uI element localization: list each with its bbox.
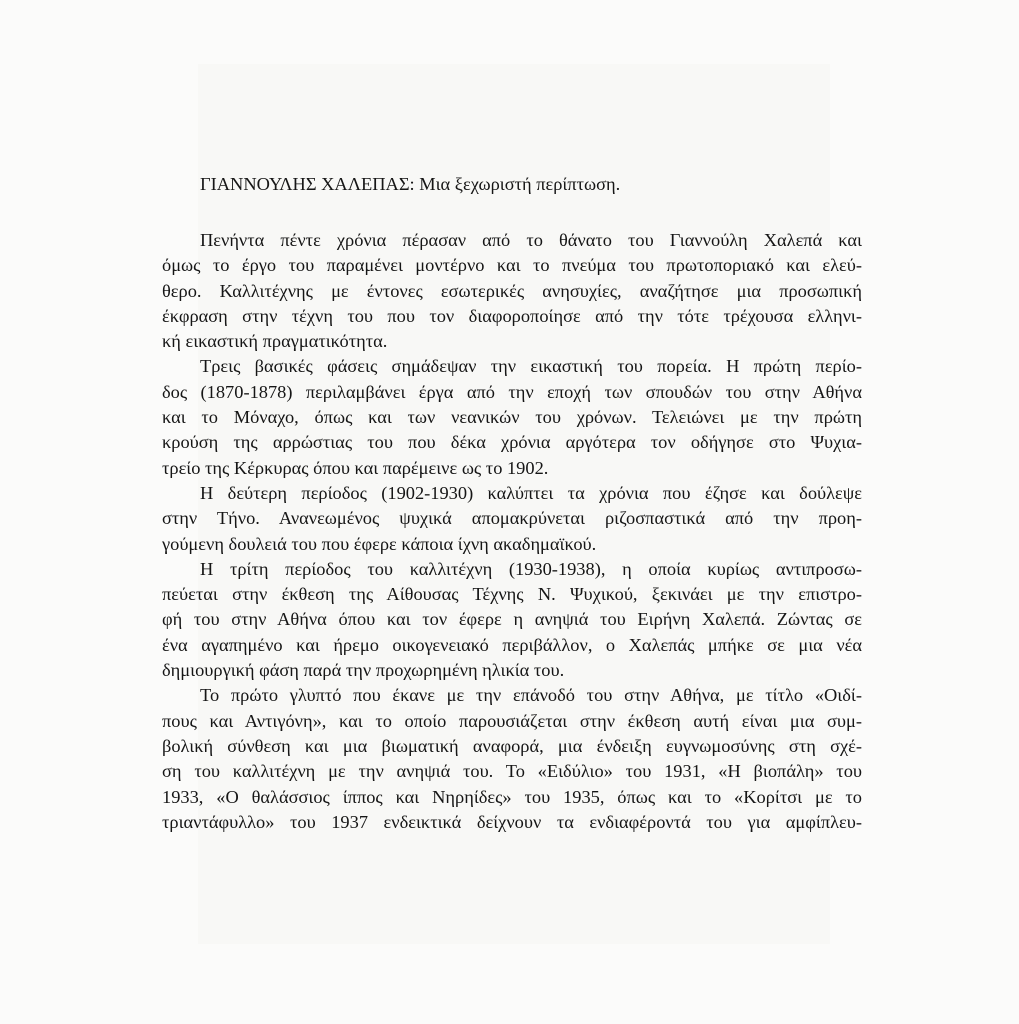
body-text bbox=[162, 228, 862, 835]
text-line: ση του καλλιτέχνη με την ανηψιά του. Το «Ειδύλιο» του 1931, «Η βιοπάλη» του bbox=[162, 761, 862, 782]
text-line: ένα αγαπημένο και ήρεμο οικογενειακό περιβάλλον, ο Χαλεπάς μπήκε σε μια νέα bbox=[162, 634, 862, 655]
text-line: Το πρώτο γλυπτό που έκανε με την επάνοδό του στην Αθήνα, με τίτλο «Οιδί- bbox=[200, 685, 862, 706]
text-line: δος (1870-1878) περιλαμβάνει έργα από την εποχή των σπουδών του στην Αθήνα bbox=[162, 381, 862, 402]
text-line: γούμενη δουλειά του που έφερε κάποια ίχνη ακαδημαϊκού. bbox=[162, 533, 597, 554]
text-line: τριαντάφυλλο» του 1937 ενδεικτικά δείχνουν τα ενδιαφέροντά του για αμφίπλευ- bbox=[162, 811, 862, 832]
text-line: βολική σύνθεση και μια βιωματική αναφορά, μια ένδειξη ευγνωμοσύνης στη σχέ- bbox=[162, 735, 862, 756]
text-line: Η τρίτη περίοδος του καλλιτέχνη (1930-1938), η οποία κυρίως αντιπροσω- bbox=[200, 558, 862, 579]
document-title: ΓΙΑΝΝΟΥΛΗΣ ΧΑΛΕΠΑΣ: Μια ξεχωριστή περίπτωση. bbox=[200, 174, 621, 194]
text-line: πεύεται στην έκθεση της Αίθουσας Τέχνης Ν. Ψυχικού, ξεκινάει με την επιστρο- bbox=[162, 584, 862, 605]
text-line: όμως το έργο του παραμένει μοντέρνο και το πνεύμα του πρωτοποριακό και ελεύ- bbox=[162, 255, 862, 276]
text-line: έκφραση στην τέχνη του που τον διαφοροποίησε από την τότε τρέχουσα ελληνι- bbox=[162, 305, 862, 326]
text-line: δημιουργική φάση παρά την προχωρημένη ηλικία του. bbox=[162, 660, 565, 681]
text-line: τρείο της Κέρκυρας όπου και παρέμεινε ως το 1902. bbox=[162, 457, 549, 478]
text-line: στην Τήνο. Ανανεωμένος ψυχικά απομακρύνεται ριζοσπαστικά από την προη- bbox=[162, 508, 862, 529]
text-line: φή του στην Αθήνα όπου και τον έφερε η ανηψιά του Ειρήνη Χαλεπά. Ζώντας σε bbox=[162, 609, 862, 630]
text-line: πους και Αντιγόνη», και το οποίο παρουσιάζεται στην έκθεση αυτή είναι μια συμ- bbox=[162, 710, 862, 731]
text-line: κρούση της αρρώστιας του που δέκα χρόνια αργότερα τον οδήγησε στο Ψυχια- bbox=[162, 432, 862, 453]
text-line: Η δεύτερη περίοδος (1902-1930) καλύπτει τα χρόνια που έζησε και δούλεψε bbox=[200, 482, 862, 503]
text-line: Πενήντα πέντε χρόνια πέρασαν από το θάνατο του Γιαννούλη Χαλεπά και bbox=[200, 230, 862, 250]
text-line: 1933, «Ο θαλάσσιος ίππος και Νηρηίδες» του 1935, όπως και το «Κορίτσι με το bbox=[162, 786, 862, 807]
text-line: και το Μόναχο, όπως και των νεανικών του χρόνων. Τελειώνει με την πρώτη bbox=[162, 407, 862, 428]
text-line: κή εικαστική πραγματικότητα. bbox=[162, 331, 388, 352]
text-line: θερο. Καλλιτέχνης με έντονες εσωτερικές ανησυχίες, αναζήτησε μια προσωπική bbox=[162, 280, 862, 301]
text-line: Τρεις βασικές φάσεις σημάδεψαν την εικαστική του πορεία. Η πρώτη περίο- bbox=[200, 356, 862, 377]
